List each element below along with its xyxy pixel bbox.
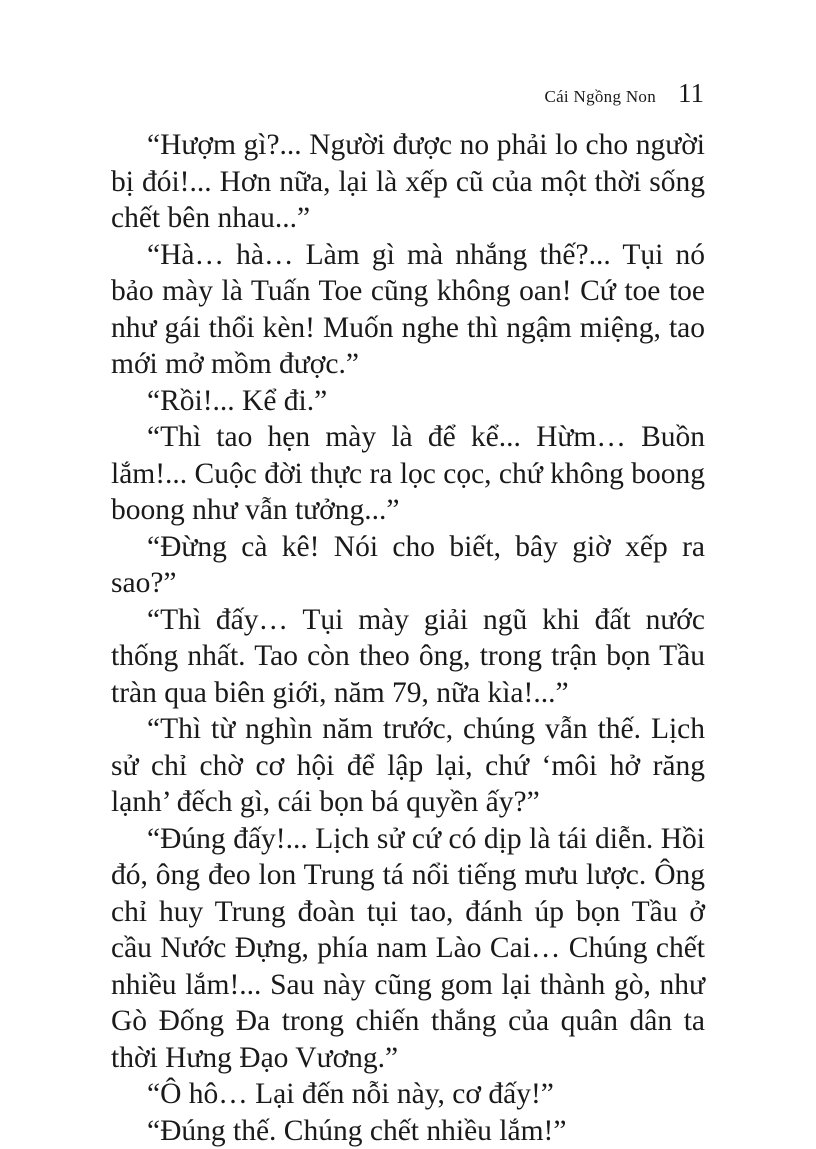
body-text [111,127,705,1149]
paragraph: “Hượm gì?... Người được no phải lo cho người bị đói!... Hơn nữa, lại là xếp cũ của một thời sống chết bên nhau...” [111,127,705,237]
paragraph: “Đúng thế. Chúng chết nhiều lắm!” [111,1113,705,1149]
running-header [544,78,704,109]
running-title: Cái Ngồng Non [544,87,656,107]
paragraph: “Đúng đấy!... Lịch sử cứ có dịp là tái diễn. Hồi đó, ông đeo lon Trung tá nổi tiếng mưu lược. Ông chỉ huy Trung đoàn tụi tao, đánh úp bọn Tầu ở cầu Nước Đựng, phía nam Lào Cai… Chúng chết nhiều lắm!... Sau này cũng gom lại thành gò, như Gò Đống Đa trong chiến thắng của quân dân ta thời Hưng Đạo Vương.” [111,821,705,1077]
paragraph: “Rồi!... Kể đi.” [111,383,705,420]
paragraph: “Đừng cà kê! Nói cho biết, bây giờ xếp ra sao?” [111,529,705,602]
paragraph: “Thì đấy… Tụi mày giải ngũ khi đất nước thống nhất. Tao còn theo ông, trong trận bọn Tầu tràn qua biên giới, năm 79, nữa kìa!...” [111,602,705,712]
page-number: 11 [678,78,704,109]
paragraph: “Hà… hà… Làm gì mà nhắng thế?... Tụi nó bảo mày là Tuấn Toe cũng không oan! Cứ toe toe như gái thổi kèn! Muốn nghe thì ngậm miệng, tao mới mở mồm được.” [111,237,705,383]
paragraph: “Thì từ nghìn năm trước, chúng vẫn thế. Lịch sử chỉ chờ cơ hội để lập lại, chứ ‘môi hở răng lạnh’ đếch gì, cái bọn bá quyền ấy?” [111,711,705,821]
paragraph: “Ô hô… Lại đến nỗi này, cơ đấy!” [111,1076,705,1113]
paragraph: “Thì tao hẹn mày là để kể... Hừm… Buồn lắm!... Cuộc đời thực ra lọc cọc, chứ không boong boong như vẫn tưởng...” [111,419,705,529]
